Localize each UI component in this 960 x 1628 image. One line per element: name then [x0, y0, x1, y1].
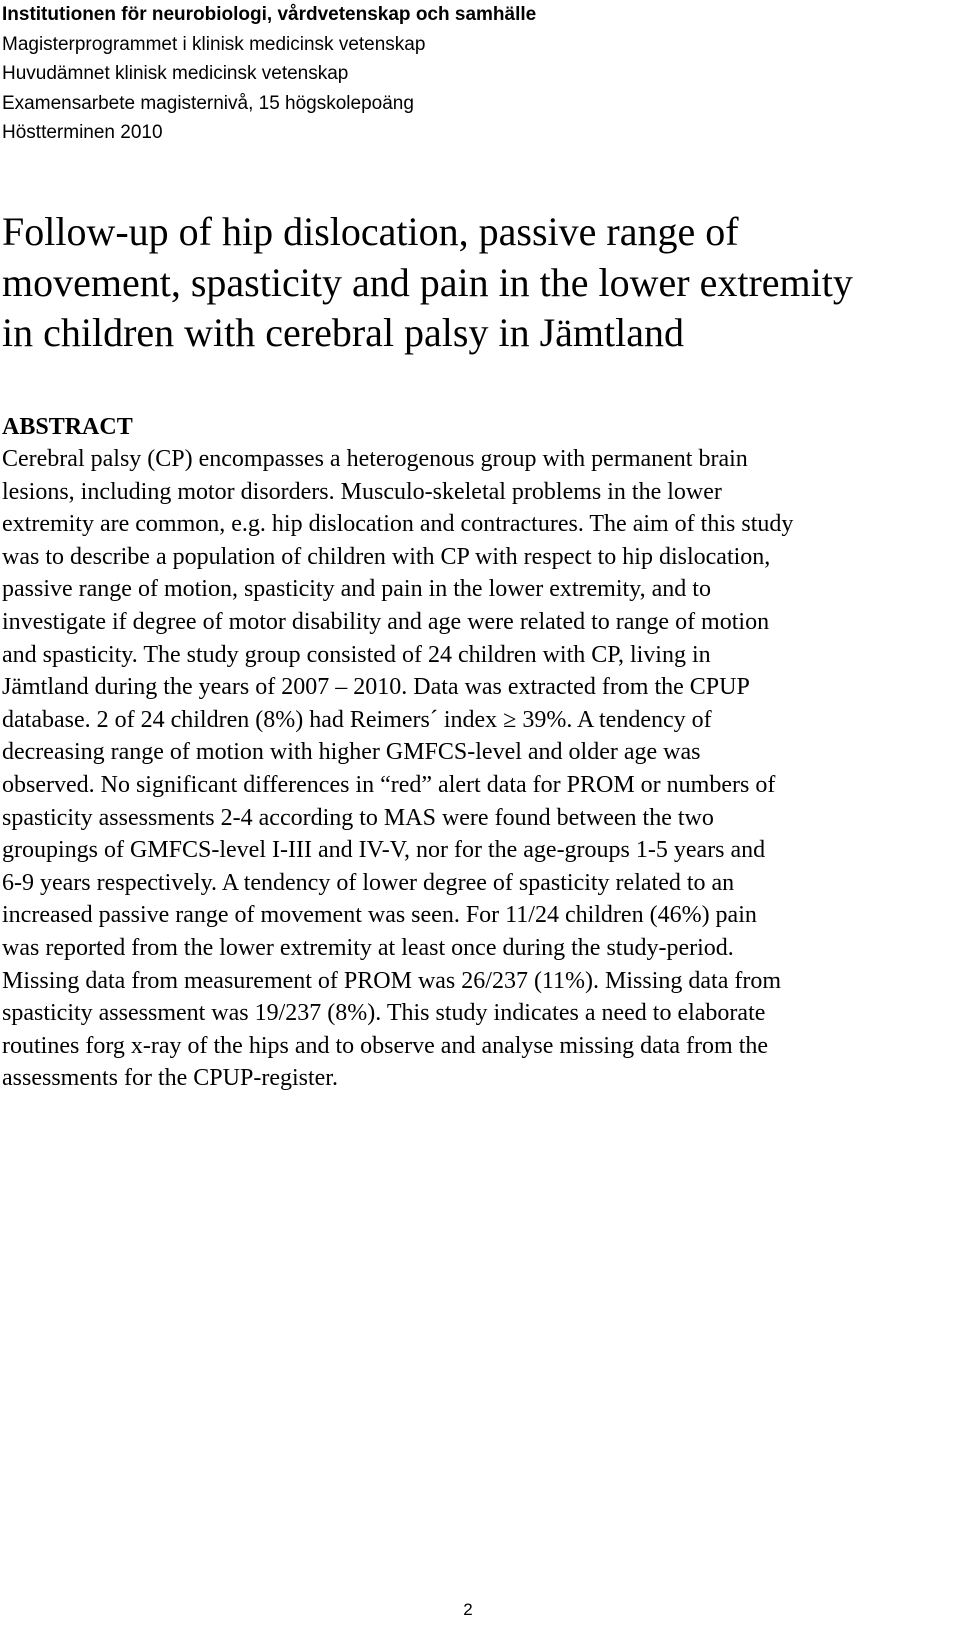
abstract-line: passive range of motion, spasticity and pain in the lower extremity, and to: [2, 576, 711, 603]
abstract-line: spasticity assessment was 19/237 (8%). This study indicates a need to elaborate: [2, 1000, 766, 1027]
abstract-line: database. 2 of 24 children (8%) had Reimers´ index ≥ 39%. A tendency of: [2, 706, 712, 733]
abstract-line: was reported from the lower extremity at least once during the study-period.: [2, 934, 734, 961]
abstract-line: extremity are common, e.g. hip dislocation and contractures. The aim of this study: [2, 511, 794, 538]
abstract-line: lesions, including motor disorders. Musculo-skeletal problems in the lower: [2, 478, 722, 505]
title-line: Follow-up of hip dislocation, passive range of: [2, 209, 739, 254]
abstract-line: decreasing range of motion with higher GMFCS-level and older age was: [2, 739, 701, 766]
abstract-line: routines forg x-ray of the hips and to observe and analyse missing data from the: [2, 1032, 769, 1059]
abstract-line: assessments for the CPUP-register.: [2, 1065, 338, 1092]
abstract-line: Cerebral palsy (CP) encompasses a heterogenous group with permanent brain: [2, 446, 748, 472]
document-header: [2, 0, 942, 148]
title-line: in children with cerebral palsy in Jämtland: [2, 310, 685, 355]
header-main-subject: Huvudämnet klinisk medicinsk vetenskap: [2, 63, 349, 84]
abstract-line: groupings of GMFCS-level I-III and IV-V, nor for the age-groups 1-5 years and: [2, 837, 766, 864]
abstract-heading: ABSTRACT: [2, 414, 133, 440]
abstract-line: was to describe a population of children with CP with respect to hip dislocation,: [2, 543, 771, 570]
header-term: Höstterminen 2010: [2, 122, 163, 143]
header-thesis-level: Examensarbete magisternivå, 15 högskolepoäng: [2, 92, 414, 114]
abstract-line: increased passive range of movement was seen. For 11/24 children (46%) pain: [2, 902, 757, 929]
abstract-line: spasticity assessments 2-4 according to MAS were found between the two: [2, 804, 714, 831]
document-title: [2, 207, 952, 359]
title-line: movement, spasticity and pain in the lower extremity: [2, 259, 853, 305]
abstract-line: Missing data from measurement of PROM was 26/237 (11%). Missing data from: [2, 967, 782, 994]
header-program: Magisterprogrammet i klinisk medicinsk vetenskap: [2, 33, 426, 55]
abstract-line: observed. No significant differences in “red” alert data for PROM or numbers of: [2, 771, 776, 798]
page-number: 2: [463, 1600, 473, 1619]
abstract-line: Jämtland during the years of 2007 – 2010. Data was extracted from the CPUP: [2, 674, 750, 701]
abstract-line: and spasticity. The study group consisted of 24 children with CP, living in: [2, 641, 711, 668]
abstract-line: 6-9 years respectively. A tendency of lower degree of spasticity related to an: [2, 869, 735, 896]
abstract-line: investigate if degree of motor disability and age were related to range of motion: [2, 608, 770, 635]
header-institution: Institutionen för neurobiologi, vårdvetenskap och samhälle: [2, 4, 537, 25]
abstract-body: [2, 443, 952, 1095]
